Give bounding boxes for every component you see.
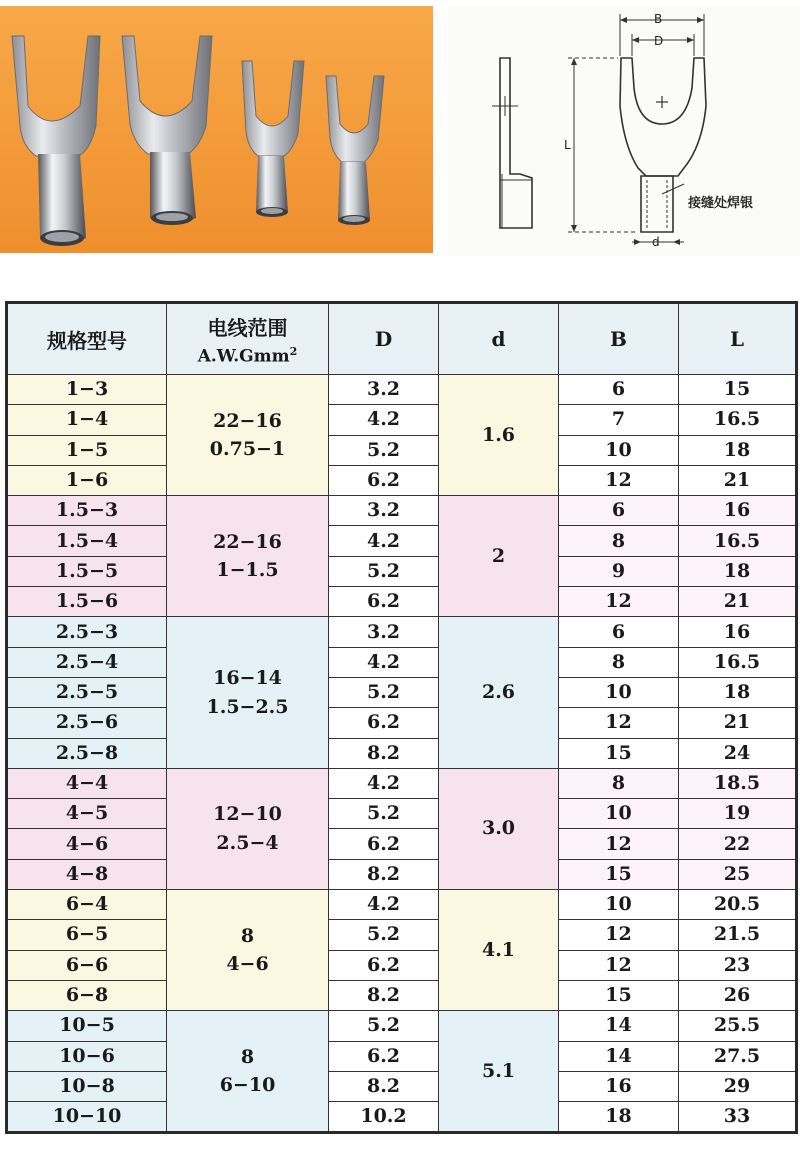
B-cell: 12 (559, 465, 679, 495)
model-cell: 4−6 (7, 829, 167, 859)
table-row (7, 1102, 797, 1133)
model-cell: 4−4 (7, 768, 167, 798)
B-cell: 14 (559, 1011, 679, 1041)
dimension-drawing (448, 6, 800, 256)
D-cell: 6.2 (329, 950, 439, 980)
model-cell: 1.5−4 (7, 526, 167, 556)
L-cell: 21 (679, 587, 797, 617)
D-cell: 5.2 (329, 677, 439, 707)
B-cell: 9 (559, 556, 679, 586)
L-cell: 19 (679, 799, 797, 829)
model-cell: 6−8 (7, 980, 167, 1010)
header-D: D (329, 303, 439, 375)
model-cell: 10−6 (7, 1041, 167, 1071)
table-body (7, 375, 797, 1133)
L-cell: 16.5 (679, 647, 797, 677)
B-cell: 10 (559, 799, 679, 829)
L-cell: 18 (679, 556, 797, 586)
d-cell: 1.6 (439, 375, 559, 496)
header-wire-range-sup: 2 (289, 344, 298, 358)
D-cell: 6.2 (329, 1041, 439, 1071)
d-cell: 2 (439, 496, 559, 617)
awg-range: 8 (240, 1045, 255, 1068)
B-cell: 6 (559, 617, 679, 647)
B-cell: 8 (559, 768, 679, 798)
D-cell: 3.2 (329, 617, 439, 647)
B-cell: 12 (559, 920, 679, 950)
L-cell: 29 (679, 1071, 797, 1101)
model-cell: 1−3 (7, 375, 167, 405)
table-row (7, 708, 797, 738)
L-cell: 24 (679, 738, 797, 768)
L-cell: 21 (679, 708, 797, 738)
D-cell: 6.2 (329, 829, 439, 859)
table-row (7, 556, 797, 586)
D-cell: 4.2 (329, 768, 439, 798)
d-cell: 3.0 (439, 768, 559, 889)
model-cell: 1−4 (7, 405, 167, 435)
d-cell: 2.6 (439, 617, 559, 768)
B-cell: 6 (559, 496, 679, 526)
table-row (7, 496, 797, 526)
L-cell: 26 (679, 980, 797, 1010)
mm2-range: 2.5−4 (216, 831, 279, 854)
B-cell: 8 (559, 526, 679, 556)
B-cell: 7 (559, 405, 679, 435)
model-cell: 1−6 (7, 465, 167, 495)
B-cell: 6 (559, 375, 679, 405)
awg-range: 22−16 (213, 409, 282, 432)
table-row (7, 950, 797, 980)
table-row (7, 465, 797, 495)
wire-range-cell (167, 617, 329, 768)
D-cell: 6.2 (329, 587, 439, 617)
L-cell: 27.5 (679, 1041, 797, 1071)
header-wire-range (167, 303, 329, 375)
D-cell: 4.2 (329, 405, 439, 435)
model-cell: 6−5 (7, 920, 167, 950)
weld-note: 接缝处焊银 (688, 196, 754, 211)
awg-range: 12−10 (213, 803, 282, 826)
table-row (7, 1011, 797, 1041)
model-cell: 1.5−3 (7, 496, 167, 526)
L-cell: 21.5 (679, 920, 797, 950)
L-cell: 16 (679, 496, 797, 526)
D-cell: 8.2 (329, 738, 439, 768)
model-cell: 1−5 (7, 435, 167, 465)
B-cell: 12 (559, 708, 679, 738)
table-row (7, 405, 797, 435)
model-cell: 4−8 (7, 859, 167, 889)
mm2-range: 4−6 (226, 953, 269, 976)
model-cell: 2.5−6 (7, 708, 167, 738)
B-cell: 8 (559, 647, 679, 677)
mm2-range: 0.75−1 (209, 438, 286, 461)
table-row (7, 617, 797, 647)
D-cell: 5.2 (329, 435, 439, 465)
model-cell: 2.5−5 (7, 677, 167, 707)
D-cell: 5.2 (329, 799, 439, 829)
D-cell: 6.2 (329, 465, 439, 495)
model-cell: 2.5−3 (7, 617, 167, 647)
header-B: B (559, 303, 679, 375)
B-cell: 10 (559, 890, 679, 920)
L-cell: 33 (679, 1102, 797, 1133)
product-photo (0, 6, 433, 253)
table-row (7, 980, 797, 1010)
B-cell: 10 (559, 435, 679, 465)
D-cell: 4.2 (329, 647, 439, 677)
table-row (7, 435, 797, 465)
dimension-b-label: B (654, 12, 663, 26)
L-cell: 16.5 (679, 526, 797, 556)
B-cell: 14 (559, 1041, 679, 1071)
B-cell: 15 (559, 738, 679, 768)
table-row (7, 647, 797, 677)
mm2-range: 1.5−2.5 (206, 695, 289, 718)
L-cell: 18 (679, 677, 797, 707)
table-row (7, 677, 797, 707)
table-row (7, 1071, 797, 1101)
table-header-row (7, 303, 797, 375)
wire-range-cell (167, 890, 329, 1011)
L-cell: 25 (679, 859, 797, 889)
B-cell: 10 (559, 677, 679, 707)
model-cell: 10−8 (7, 1071, 167, 1101)
L-cell: 20.5 (679, 890, 797, 920)
awg-range: 16−14 (213, 667, 282, 690)
B-cell: 15 (559, 859, 679, 889)
model-cell: 10−10 (7, 1102, 167, 1133)
dimension-d-lower-label: d (652, 235, 660, 249)
D-cell: 5.2 (329, 920, 439, 950)
table-row (7, 890, 797, 920)
d-cell: 5.1 (439, 1011, 559, 1133)
table-row (7, 829, 797, 859)
header-wire-range-cn: 电线范围 (207, 315, 288, 340)
D-cell: 8.2 (329, 859, 439, 889)
L-cell: 21 (679, 465, 797, 495)
D-cell: 3.2 (329, 375, 439, 405)
dimension-l-label: L (564, 138, 571, 152)
B-cell: 12 (559, 829, 679, 859)
D-cell: 8.2 (329, 1071, 439, 1101)
table-row (7, 799, 797, 829)
d-cell: 4.1 (439, 890, 559, 1011)
D-cell: 4.2 (329, 526, 439, 556)
D-cell: 8.2 (329, 980, 439, 1010)
model-cell: 10−5 (7, 1011, 167, 1041)
model-cell: 2.5−8 (7, 738, 167, 768)
table-row (7, 768, 797, 798)
B-cell: 16 (559, 1071, 679, 1101)
fork-terminal-diagram (448, 6, 800, 256)
terminals-photo-graphic (0, 6, 433, 253)
D-cell: 10.2 (329, 1102, 439, 1133)
wire-range-cell (167, 1011, 329, 1133)
wire-range-cell (167, 768, 329, 889)
wire-range-cell (167, 375, 329, 496)
model-cell: 6−4 (7, 890, 167, 920)
L-cell: 16 (679, 617, 797, 647)
awg-range: 22−16 (213, 530, 282, 553)
mm2-range: 6−10 (219, 1074, 276, 1097)
L-cell: 16.5 (679, 405, 797, 435)
D-cell: 6.2 (329, 708, 439, 738)
table-row (7, 859, 797, 889)
table-row (7, 587, 797, 617)
L-cell: 18.5 (679, 768, 797, 798)
model-cell: 6−6 (7, 950, 167, 980)
L-cell: 25.5 (679, 1011, 797, 1041)
model-cell: 1.5−6 (7, 587, 167, 617)
dimension-d-upper-label: D (654, 34, 664, 48)
spec-table (5, 301, 798, 1134)
D-cell: 5.2 (329, 556, 439, 586)
B-cell: 18 (559, 1102, 679, 1133)
D-cell: 3.2 (329, 496, 439, 526)
D-cell: 4.2 (329, 890, 439, 920)
awg-range: 8 (240, 924, 255, 947)
model-cell: 4−5 (7, 799, 167, 829)
header-L: L (679, 303, 797, 375)
model-cell: 1.5−5 (7, 556, 167, 586)
D-cell: 5.2 (329, 1011, 439, 1041)
header-model: 规格型号 (7, 303, 167, 375)
B-cell: 12 (559, 587, 679, 617)
table-row (7, 1041, 797, 1071)
L-cell: 15 (679, 375, 797, 405)
wire-range-cell (167, 496, 329, 617)
header-d: d (439, 303, 559, 375)
B-cell: 15 (559, 980, 679, 1010)
table-row (7, 526, 797, 556)
L-cell: 22 (679, 829, 797, 859)
L-cell: 18 (679, 435, 797, 465)
mm2-range: 1−1.5 (216, 559, 279, 582)
table-row (7, 738, 797, 768)
B-cell: 12 (559, 950, 679, 980)
L-cell: 23 (679, 950, 797, 980)
table-row (7, 375, 797, 405)
header-wire-range-unit: A.W.Gmm (197, 346, 290, 367)
table-row (7, 920, 797, 950)
model-cell: 2.5−4 (7, 647, 167, 677)
